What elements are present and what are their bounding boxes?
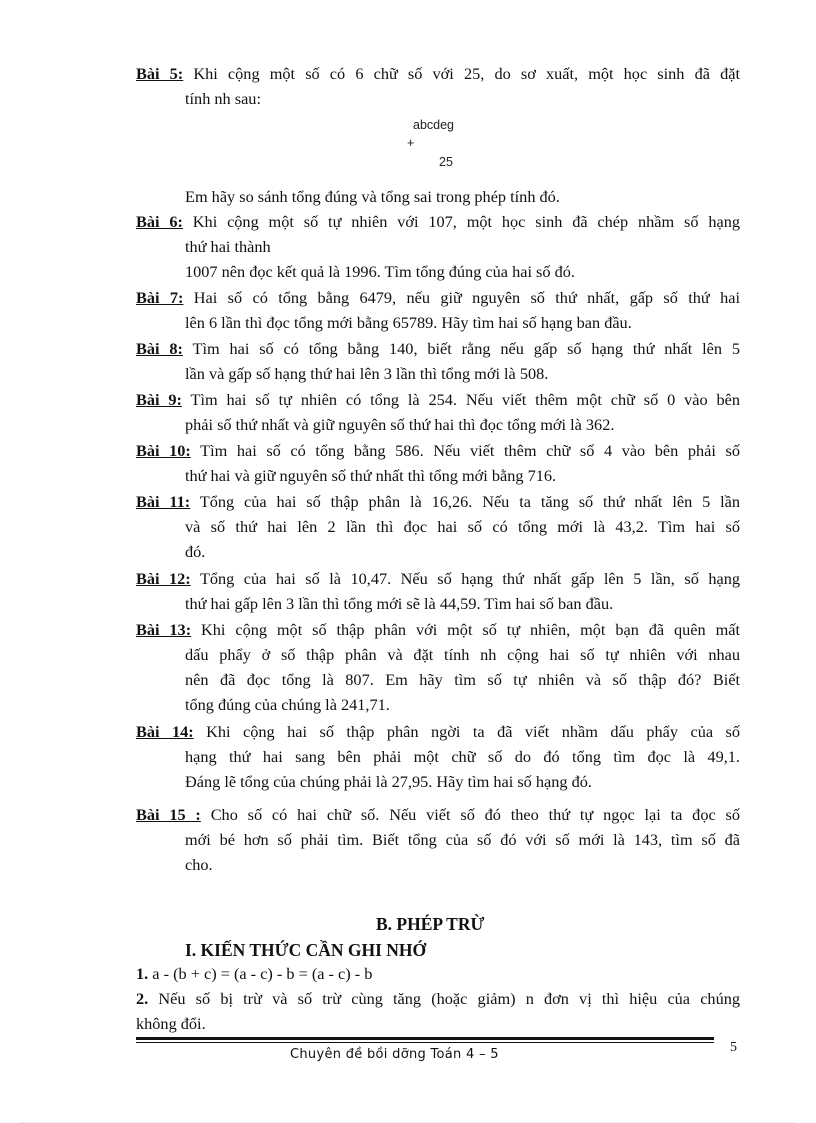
exercise-label: Bài 11: <box>136 492 191 511</box>
rule-2 <box>136 986 740 1036</box>
exercise-text: Tìm hai số có tổng bằng 586. Nếu viết thêm chữ số 4 vào bên phải số <box>200 441 740 460</box>
exercise-text: Tìm hai số tự nhiên có tổng là 254. Nếu viết thêm một chữ số 0 vào bên <box>190 390 740 409</box>
exercise-label: Bài 6: <box>136 212 183 231</box>
compare-text: Em hãy so sánh tổng đúng và tổng sai trong phép tính đó. <box>185 187 560 206</box>
exercise-8 <box>136 336 740 386</box>
subsection-title: I. KIẾN THỨC CẦN GHI NHỚ <box>185 940 427 960</box>
exercise-text: thứ hai thành <box>185 237 271 256</box>
exercise-text: đó. <box>185 542 206 561</box>
exercise-text: Hai số có tổng bằng 6479, nếu giữ nguyên số thứ nhất, gấp số thứ hai <box>193 288 740 307</box>
exercise-6 <box>136 209 740 284</box>
rule-text: không đổi. <box>136 1014 206 1033</box>
exercise-label: Bài 12: <box>136 569 191 588</box>
exercise-text: Khi cộng một số có 6 chữ số với 25, do sơ xuất, một học sinh đã đặt <box>193 64 740 83</box>
calc-bottom-operand: 25 <box>439 155 453 169</box>
exercise-text: dấu phẩy ở số thập phân và đặt tính nh cộng hai số tự nhiên với nhau <box>185 645 740 664</box>
exercise-11 <box>136 489 740 564</box>
exercise-7 <box>136 285 740 335</box>
exercise-text: nên đã đọc tổng là 807. Em hãy tìm số tự nhiên và số thập đó? Biết <box>185 670 740 689</box>
section-title: B. PHÉP TRỪ <box>376 914 485 934</box>
rule-text: a - (b + c) = (a - c) - b = (a - c) - b <box>152 964 373 983</box>
rule-number: 1. <box>136 964 149 983</box>
exercise-text: Khi cộng một số thập phân với một số tự nhiên, một bạn đã quên mất <box>201 620 740 639</box>
exercise-text: phải số thứ nhất và giữ nguyên số thứ hai thì đọc tổng mới là 362. <box>185 415 615 434</box>
exercise-text: tổng đúng của chúng là 241,71. <box>185 695 390 714</box>
exercise-12 <box>136 566 740 616</box>
calc-plus-sign: + <box>407 136 415 150</box>
exercise-13 <box>136 617 740 717</box>
exercise-text: 1007 nên đọc kết quả là 1996. Tìm tổng đúng của hai số đó. <box>185 262 575 281</box>
rule-1 <box>136 961 740 986</box>
exercise-text: cho. <box>185 855 213 874</box>
exercise-14 <box>136 719 740 794</box>
exercise-label: Bài 9: <box>136 390 182 409</box>
footer-text: Chuyên đề bồi dỡng Toán 4 – 5 <box>290 1047 499 1062</box>
calc-top-operand: abcdeg <box>413 118 455 132</box>
footer-rule-thick <box>136 1037 714 1040</box>
exercise-text: Tổng của hai số thập phân là 16,26. Nếu ta tăng số thứ nhất lên 5 lần <box>199 492 740 511</box>
exercise-9 <box>136 387 740 437</box>
exercise-10 <box>136 438 740 488</box>
exercise-text: hạng thứ hai sang bên phải một chữ số do đó tổng tìm đọc là 49,1. <box>185 747 740 766</box>
exercise-text: Cho số có hai chữ số. Nếu viết số đó theo thứ tự ngọc lại ta đọc số <box>210 805 740 824</box>
page-number: 5 <box>730 1040 737 1055</box>
exercise-label: Bài 8: <box>136 339 183 358</box>
exercise-label: Bài 5: <box>136 64 184 83</box>
exercise-text: Khi cộng hai số thập phân ngời ta đã viết nhầm dấu phẩy của số <box>206 722 740 741</box>
exercise-text: thứ hai và giữ nguyên số thứ nhất thì tổng mới bằng 716. <box>185 466 557 485</box>
exercise-label: Bài 7: <box>136 288 184 307</box>
rule-text: Nếu số bị trừ và số trừ cùng tăng (hoặc giảm) n đơn vị thì hiệu của chúng <box>158 989 740 1008</box>
exercise-15 <box>136 802 740 877</box>
exercise-text: thứ hai gấp lên 3 lần thì tổng mới sẽ là 44,59. Tìm hai số ban đầu. <box>185 594 614 613</box>
exercise-text: mới bé hơn số phải tìm. Biết tổng của số đó với số mới là 143, tìm số đã <box>185 830 740 849</box>
exercise-label: Bài 14: <box>136 722 194 741</box>
exercise-text: lần và gấp số hạng thứ hai lên 3 lần thì tổng mới là 508. <box>185 364 549 383</box>
exercise-label: Bài 15 : <box>136 805 201 824</box>
exercise-text: Tìm hai số có tổng bằng 140, biết rằng nếu gấp số hạng thứ nhất lên 5 <box>192 339 740 358</box>
footer-rule-thin <box>136 1042 714 1043</box>
exercise-text: lên 6 lần thì đọc tổng mới bằng 65789. Hãy tìm hai số hạng ban đầu. <box>185 313 632 332</box>
exercise-text: và số thứ hai lên 2 lần thì đọc hai số có tổng mới là 43,2. Tìm hai số <box>185 517 740 536</box>
exercise-label: Bài 13: <box>136 620 192 639</box>
exercise-label: Bài 10: <box>136 441 191 460</box>
exercise-text: tính nh sau: <box>185 89 261 108</box>
exercise-text: Tổng của hai số là 10,47. Nếu số hạng thứ nhất gấp lên 5 lần, số hạng <box>199 569 740 588</box>
exercise-text: Khi cộng một số tự nhiên với 107, một học sinh đã chép nhầm số hạng <box>192 212 740 231</box>
exercise-text: Đáng lẽ tổng của chúng phải là 27,95. Hãy tìm hai số hạng đó. <box>185 772 592 791</box>
compare-line <box>136 184 740 209</box>
rule-number: 2. <box>136 989 149 1008</box>
exercise-5 <box>136 61 740 111</box>
